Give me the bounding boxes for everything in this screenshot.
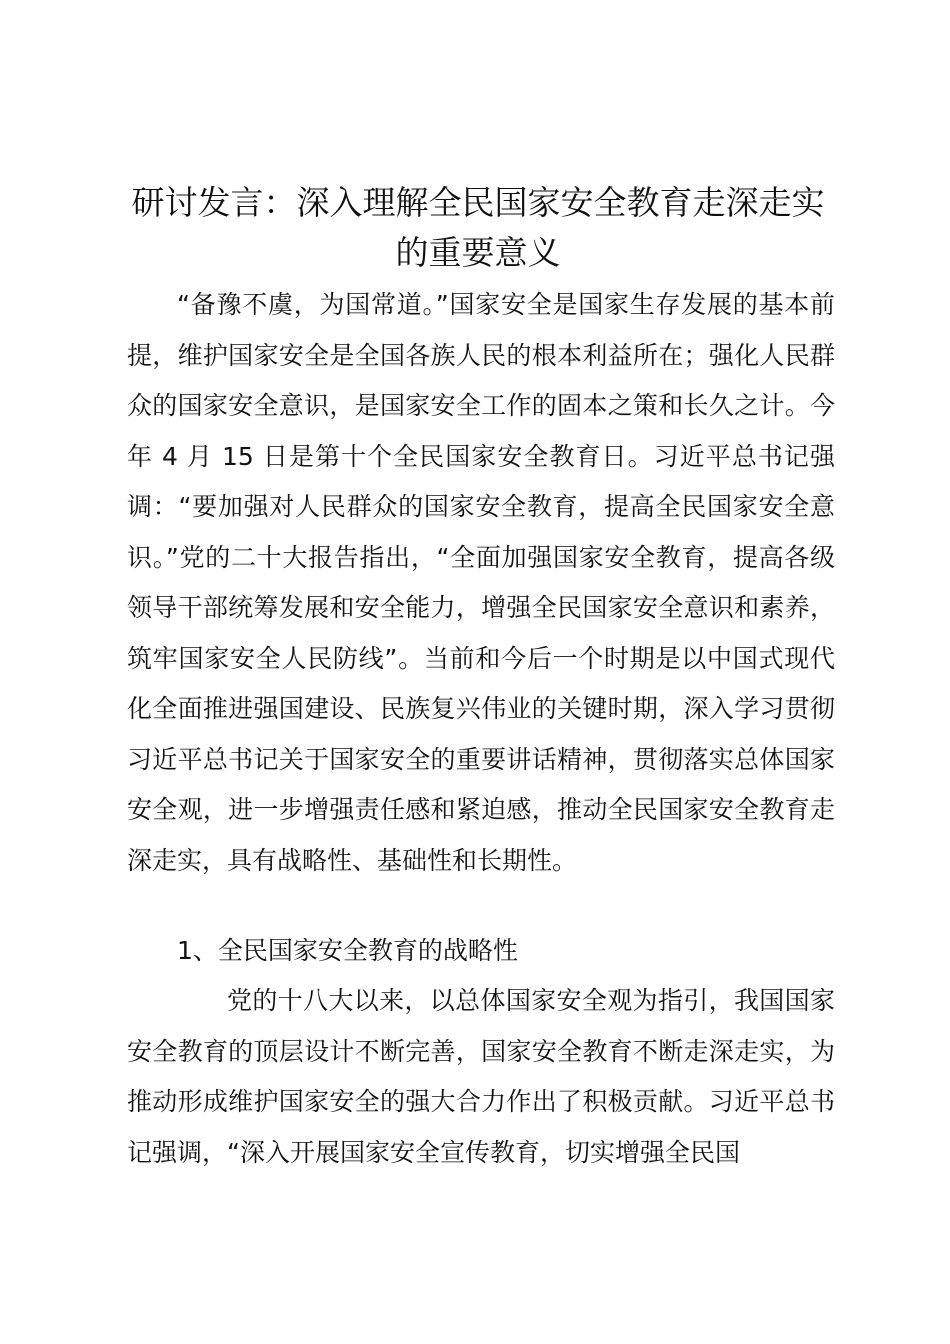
section-heading: 1、全民国家安全教育的战略性 <box>177 936 518 965</box>
section-paragraph: 党的十八大以来，以总体国家安全观为指引，我国国家安全教育的顶层设计不断完善，国家安全教育不断走深走实，为推动形成维护国家安全的强大合力作出了积极贡献。习近平总书记强调，“深入开展国家安全宣传教育，切实增强全民国 <box>127 986 835 1167</box>
document-title: 研讨发言：深入理解全民国家安全教育走深走实的重要意义 <box>131 183 825 272</box>
intro-paragraph: “备豫不虞，为国常道。”国家安全是国家生存发展的基本前提，维护国家安全是全国各族人民的根本利益所在；强化人民群众的国家安全意识，是国家安全工作的固本之策和长久之计。今年 4 月 15 日是第十个全民国家安全教育日。习近平总书记强调：“要加强对人民群众的国家安全教育，提高全民国家安全意识。”党的二十大报告指出，“全面加强国家安全教育，提高各级领导干部统筹发展和安全能力，增强全民国家安全意识和素养，筑牢国家安全人民防线”。当前和今后一个时期是以中国式现代化全面推进强国建设、民族复兴伟业的关键时期，深入学习贯彻习近平总书记关于国家安全的重要讲话精神，贯彻落实总体国家安全观，进一步增强责任感和紧迫感，推动全民国家安全教育走深走实，具有战略性、基础性和长期性。 <box>127 290 835 875</box>
